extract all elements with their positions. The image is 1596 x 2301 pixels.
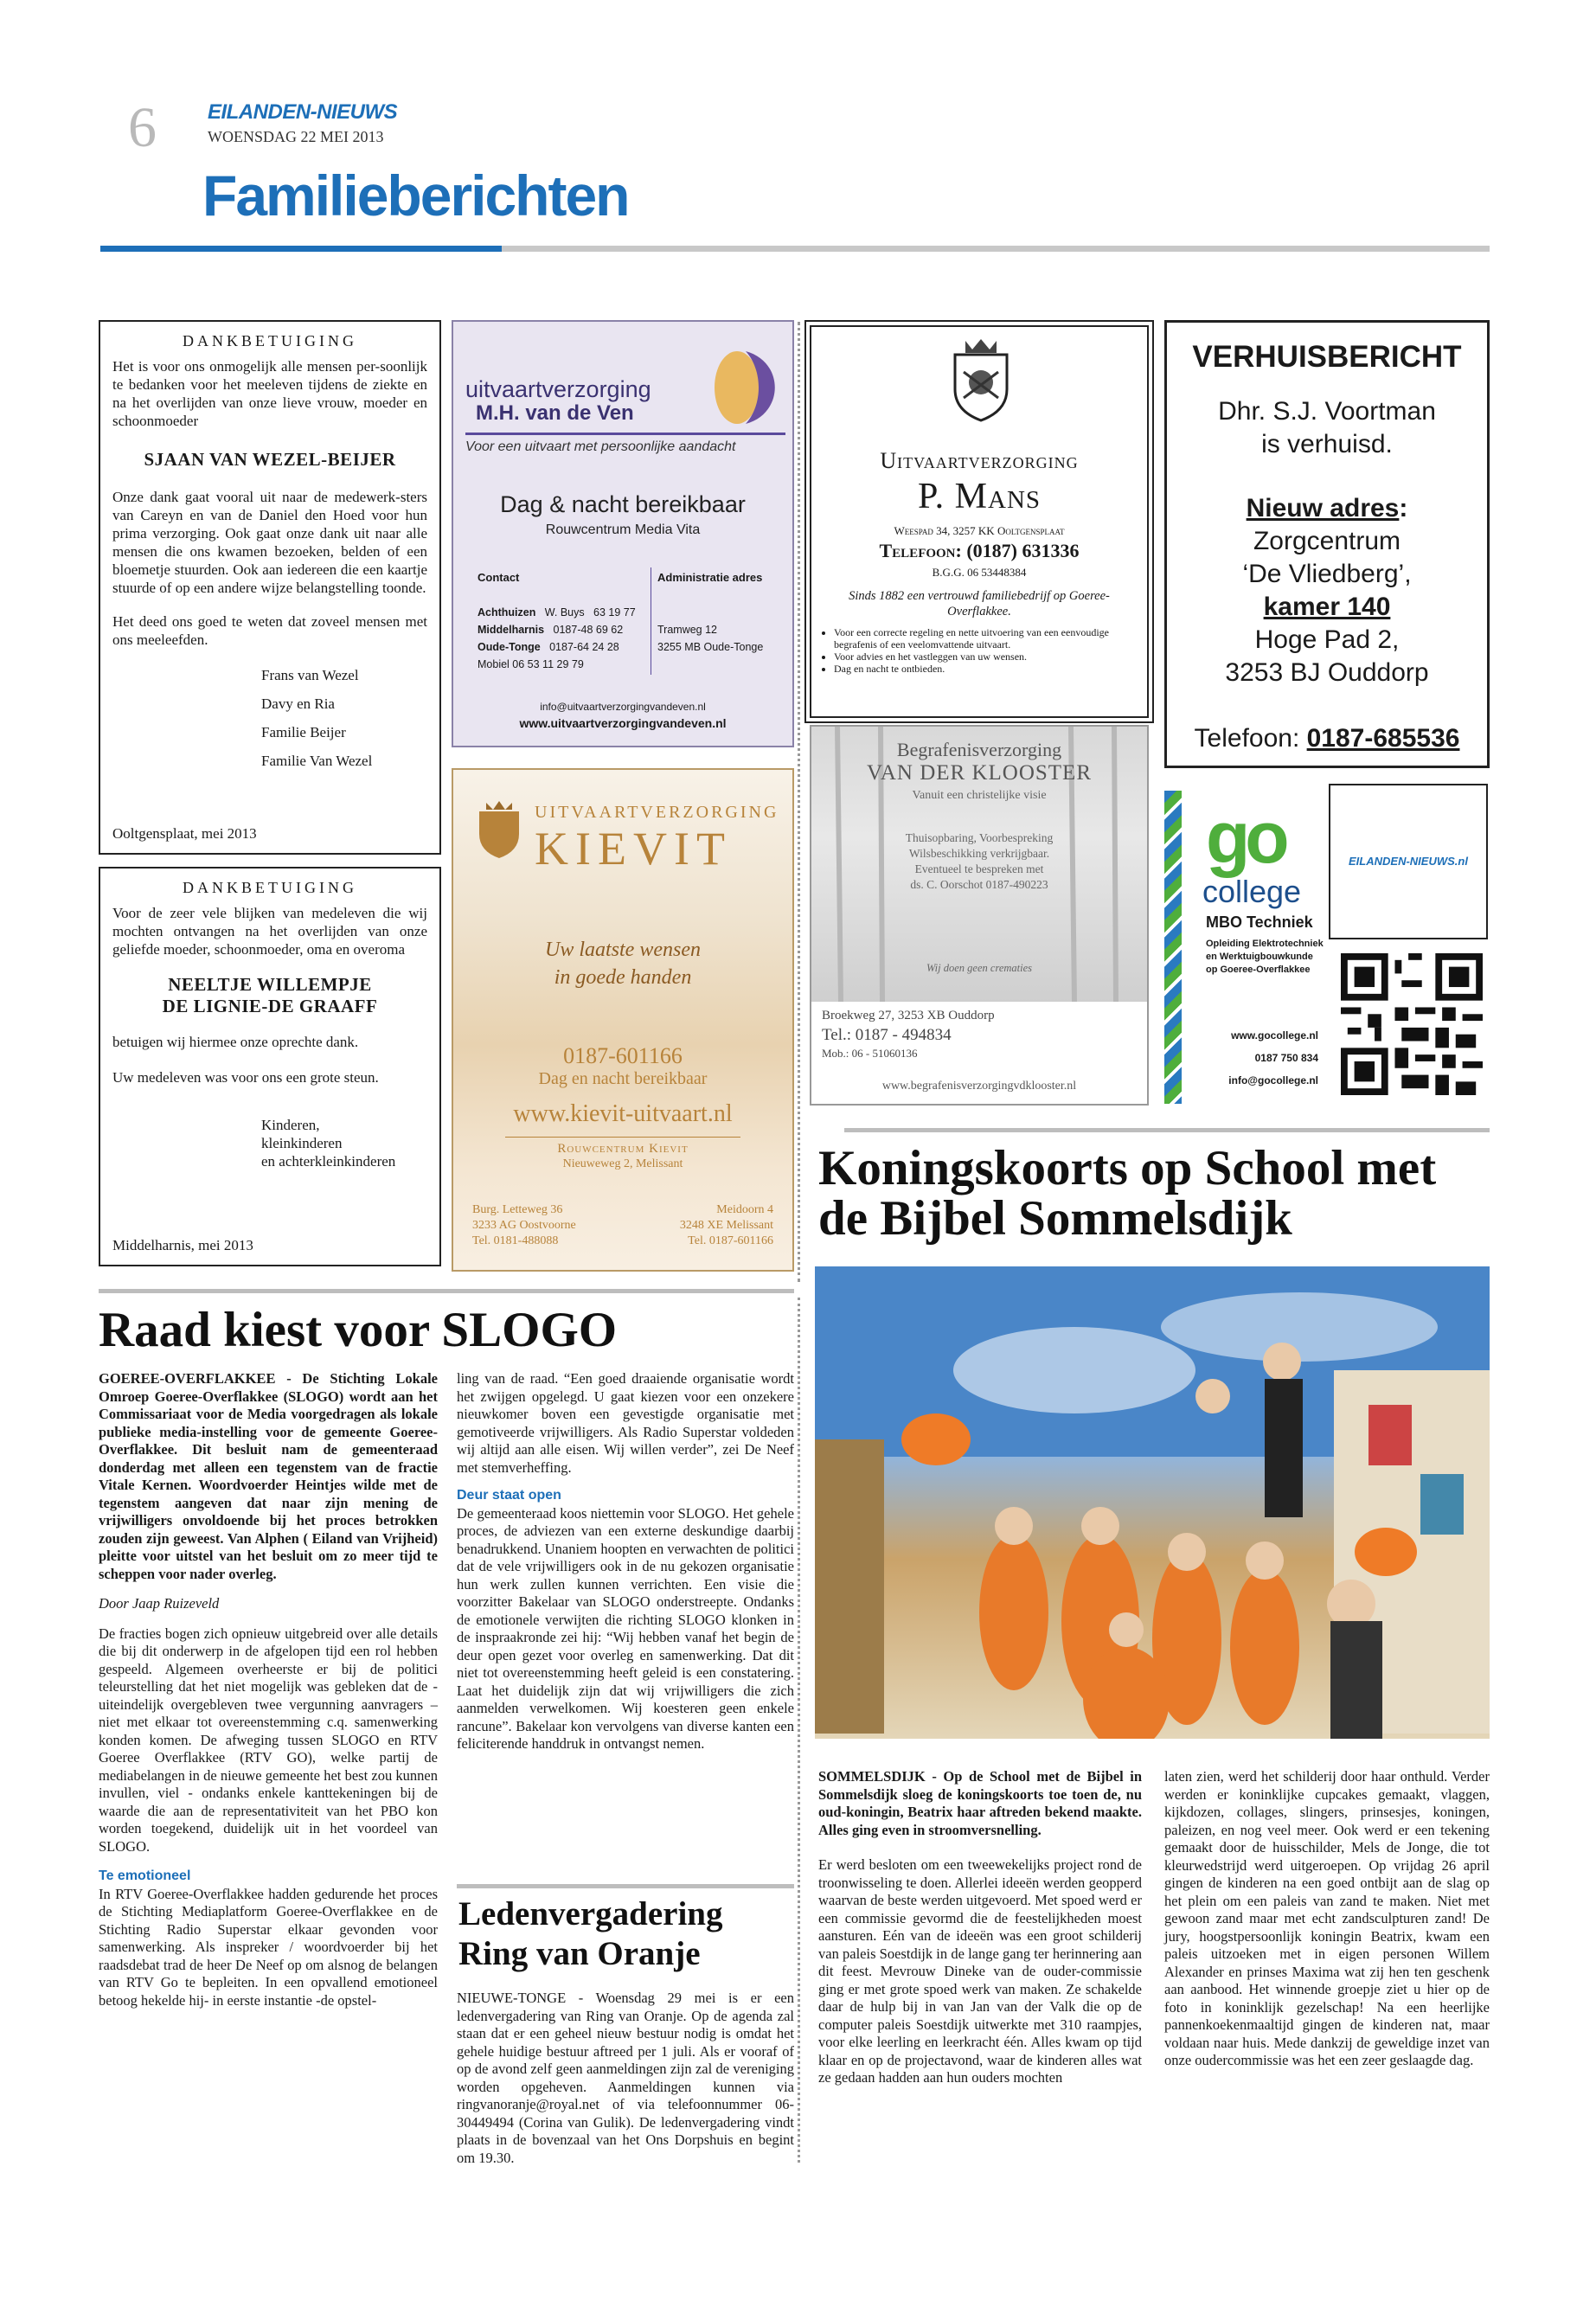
ad-go-college xyxy=(1164,784,1490,1104)
section-rule-accent xyxy=(100,246,502,252)
mobile: Mob.: 06 - 51060136 xyxy=(822,1047,918,1060)
address-line: 3248 XE Melissant xyxy=(679,1219,773,1232)
brand-line: uitvaartverzorging xyxy=(465,376,651,402)
contact-place: Oude-Tonge xyxy=(478,641,541,653)
page-number: 6 xyxy=(128,96,157,159)
phone: Telefoon: (0187) 631336 xyxy=(879,540,1080,561)
phone: 0187-601166 xyxy=(563,1043,683,1068)
notice-body: Onze dank gaat vooral uit naar de medewerk-sters van Careyn en van de Daniel den Hoed voor hun prima verzorging. Ook gaat onze dank uit naar alle mensen die ons kwamen bezoeken, belden of een bloemetje stuurden. Ook aan iedereen die een kaartje stuurde of op een andere wijze belangstelling toonde. xyxy=(112,489,427,596)
service-line: ds. C. Oorschot 0187-490223 xyxy=(910,878,1048,891)
signer: kleinkinderen xyxy=(261,1135,343,1151)
new-address-label-text: Nieuw adres xyxy=(1246,494,1400,522)
article-column xyxy=(457,1370,794,1753)
slogan xyxy=(453,936,792,991)
contact-phone: 63 19 77 xyxy=(593,606,636,619)
contact-name: W. Buys xyxy=(544,606,585,619)
website[interactable]: www.begrafenisverzorgingvdklooster.nl xyxy=(881,1080,1077,1093)
article-headline: Koningskoorts op School met de Bijbel Sommelsdijk xyxy=(818,1141,1437,1246)
article-headline: Raad kiest voor SLOGO xyxy=(99,1303,618,1357)
article-body: laten zien, werd het schilderij door haar onthuld. Verder werden er koninklijke cupcakes gemaakt, vlaggen, kijkdozen, collages, slingers, prinsesjes, koningen, paleizen, en nog veel meer. Ook werd er een tekening gemaakt door de huisschilder, Mels de Jonge, die tot kleurwedstrijd werd uitgeroepen. Op vrijdag 26 april gingen de kinderen na een goed ontbijt aan de slag op het plein om een paleis van zand te maken. Niet met gewoon zand maar met echt zandsculpturen zand! De jury, hoogstpersoonlijk koningin Beatrix, kwam een paleis uitzoeken met in eigen personen Willem Alexander en prinses Maxima wat zij hen ten geschenk aan aanbood. Het winnende groepje ziet u hier op de foto in koninklijk gezelschap! Na een heerlijke pannenkoekenmaaltijd gingen de kinderen nat, maar voldaan naar huis. Mede dankzij de geweldige inzet van onze oudercommissie was het een zeer geslaagde dag. xyxy=(1164,1768,1490,2068)
article-body: ling van de raad. “Een goed draaiende organisatie wordt het zwijgen opgelegd. U gaat kiezen voor een onzekere nieuwkomer boven een gevestigde organisatie met gemotiveerde vrijwilligers. Als Radio Superstar voldeden wij altijd aan alle eisen. Wij willen verder”, zei De Neef met stemverheffing. xyxy=(457,1370,794,1476)
signer: en achterkleinkinderen xyxy=(261,1153,396,1170)
coat-of-arms-icon xyxy=(946,337,1016,424)
thank-you-notice-de-lignie xyxy=(99,867,441,1266)
admin-address xyxy=(657,621,763,656)
article-column xyxy=(457,1990,794,2167)
phone-alt: B.G.G. 06 53448384 xyxy=(932,566,1027,579)
article-byline: Door Jaap Ruizeveld xyxy=(99,1595,220,1612)
brand-small: Uitvaartverzorging xyxy=(880,448,1079,473)
service-item: • Voor een correcte regeling en nette uitvoering van een eenvoudige begrafenis of een veelomvattende uitvaart. xyxy=(834,626,1137,651)
article-rule xyxy=(844,1128,1490,1132)
deceased-name-line: NEELTJE WILLEMPJE xyxy=(168,974,372,995)
slogan-line: Uw laatste wensen xyxy=(545,939,701,961)
center-name: Rouwcentrum Kievit xyxy=(557,1142,689,1156)
article-rule xyxy=(99,1289,794,1293)
contact-mobile: Mobiel 06 53 11 29 79 xyxy=(478,658,584,670)
article-body: In RTV Goeree-Overflakkee hadden gedurende het proces de Stichting Mediaplatform Goeree-Overflakkee en de Stichting Radio Superstar elkaar gevonden voor samenwerking. Als inspreker / woordvoerder bij het raadsdebat trad de heer De Neef op om alsnog de belangen van RTV Go te bepleiten. In een opvallend emotioneel betoog hekelde hij- in eerste instantie -de opstel- xyxy=(99,1885,438,2009)
decorative-stripe xyxy=(1164,791,1182,1104)
ad-uitvaartverzorging-p-mans xyxy=(810,325,1149,718)
signer: Frans van Wezel xyxy=(261,667,359,683)
brand-big: P. Mans xyxy=(917,477,1042,516)
service-line: Wilsbeschikking verkrijgbaar. xyxy=(908,847,1050,860)
moved-text: is verhuisd. xyxy=(1261,430,1393,458)
thank-you-notice-van-wezel xyxy=(99,320,441,855)
article-column xyxy=(1164,1768,1490,2070)
section-rule xyxy=(502,246,1490,252)
brand-big: KIEVIT xyxy=(535,823,732,875)
deceased-name-line: DE LIGNIE-DE GRAAFF xyxy=(162,996,378,1016)
article-column xyxy=(818,1768,1142,2087)
signer: Familie Beijer xyxy=(261,724,346,740)
hours: Dag en nacht bereikbaar xyxy=(538,1069,708,1088)
contact-place: Achthuizen xyxy=(478,606,536,619)
notice-intro: Het is voor ons onmogelijk alle mensen per-soonlijk te bedanken voor het meeleven tijdens de ziekte en na het overlijden van onze lieve vrouw, moeder en schoonmoeder xyxy=(112,358,427,429)
service-item: • Voor advies en het vastleggen van uw wensen. xyxy=(834,651,1137,663)
tagline: Voor een uitvaart met persoonlijke aandacht xyxy=(465,439,736,454)
email[interactable]: info@gocollege.nl xyxy=(1228,1074,1318,1086)
masthead-box xyxy=(1329,784,1488,939)
contact-label: Contact xyxy=(478,571,520,584)
vision: Vanuit een christelijke visie xyxy=(912,789,1047,802)
admin-label: Administratie adres xyxy=(657,571,763,584)
ad-subtitle: Rouwcentrum Media Vita xyxy=(545,522,701,537)
contact-row xyxy=(478,621,636,638)
contact-row xyxy=(478,604,636,621)
signer: Davy en Ria xyxy=(261,695,335,712)
column-separator xyxy=(798,1298,800,2163)
program-line: en Werktuigbouwkunde xyxy=(1206,952,1313,962)
article-body: De fracties bogen zich opnieuw uitgebreid over alle details die bij dit onderwerp in de afgelopen tijd een rol hebben gespeeld. Algemeen overheerste er bij de politici teleurstelling dat het niet mogelijk was gebleken dat de - uiteindelijk overgebleven twee vergunning aanvragers – niet met elkaar tot overeenstemming c.q. samenwerking konden komen. De afweging tussen SLOGO en RTV Goeree Overflakkee (RTV GO), welke partij de mediabelangen in de nieuwe gemeente het best zou kunnen invullen, viel - ondanks enkele kanttekeningen bij de waarde die aan de representativiteit van het PBO kon worden toegekend, duidelijk uit in het voordeel van SLOGO. xyxy=(99,1625,438,1855)
brand-small: Begrafenisverzorging xyxy=(896,739,1062,760)
masthead-logo: EILANDEN-NIEUWS.nl xyxy=(1349,855,1468,868)
notice-closing: Het deed ons goed te weten dat zoveel mensen met ons meeleefden. xyxy=(112,613,427,648)
deceased-name: SJAAN VAN WEZEL-BEIJER xyxy=(144,449,396,470)
new-address-label: Nieuw adres: xyxy=(1246,494,1408,522)
address-line: Meidoorn 4 xyxy=(716,1203,773,1216)
brand-small: UITVAARTVERZORGING xyxy=(535,803,779,822)
logo-go: go xyxy=(1206,797,1285,878)
phone: Tel.: 0187 - 494834 xyxy=(822,1026,952,1044)
contact-phone: 0187-48 69 62 xyxy=(553,624,624,636)
contact-place: Middelharnis xyxy=(478,624,545,636)
article-body: NIEUWE-TONGE - Woensdag 29 mei is er een ledenvergadering van Ring van Oranje. Op de agenda zal staan dat er een geheel nieuw bestuur nodig is omdat het gehele huidige bestuur aftreed per 1 juli. Als er vooraf of op de avond zelf geen aanmeldingen zijn zal de vereniging worden opgeheven. Aanmeldingen kunnen via ringvanoranje@royal.net of via telefoonnummer 06-30449494 (Corina van Gulik). De ledenvergadering vindt plaats in de bovenzaal van het Ons Dorpshuis en begint om 19.30. xyxy=(457,1990,794,2166)
divider xyxy=(505,1137,740,1138)
article-lead: GOEREE-OVERFLAKKEE - De Stichting Lokale Omroep Goeree-Overflakkee (SLOGO) wordt aan het Commissariaat voor de Media voorgedragen als lokale publieke media-instelling voor de gemeente Goeree-Overflakkee. Dit besluit nam de gemeenteraad donderdag met alleen een tegenstem van de fractie Vitale Kernen. Woordvoerder Heintjes wilde met de tegenstem aangeven dat naar zijn mening de vrijwilligers onvoldoende bij het proces betrokken zouden zijn geweest. Van Alphen ( Eiland van Vrijheid) pleitte voor uitstel van het besluit om zo meer tijd te scheppen voor nader overleg. xyxy=(99,1370,438,1582)
ad-title: Dag & nacht bereikbaar xyxy=(500,491,746,517)
address-line: Burg. Letteweg 36 xyxy=(472,1203,563,1216)
room-number: kamer 140 xyxy=(1263,593,1391,621)
address-line: Tramweg 12 xyxy=(657,624,718,636)
notice-place-date: Ooltgensplaat, mei 2013 xyxy=(112,825,257,842)
article-headline xyxy=(458,1894,796,1974)
cremation-note: Wij doen geen crematies xyxy=(926,962,1033,974)
go-college-logo xyxy=(1206,797,1324,878)
van-de-ven-logo-icon xyxy=(702,344,782,431)
brand-line: M.H. van de Ven xyxy=(476,401,634,425)
address-line: Hoge Pad 2, xyxy=(1254,625,1400,654)
program-line: op Goeree-Overflakkee xyxy=(1206,965,1311,975)
notice-place-date: Middelharnis, mei 2013 xyxy=(112,1237,253,1253)
contact-phone: 0187-64 24 28 xyxy=(549,641,619,653)
moving-notice xyxy=(1164,320,1490,768)
section-title: Familieberichten xyxy=(202,163,629,228)
class-photo-scene xyxy=(815,1266,1490,1739)
notice-body: betuigen wij hiermee onze oprechte dank. xyxy=(112,1034,359,1050)
center-address: Nieuweweg 2, Melissant xyxy=(562,1157,683,1170)
slogan-line: in goede handen xyxy=(554,966,692,989)
notice-closing: Uw medeleven was voor ons een grote steun. xyxy=(112,1069,379,1086)
deceased-name xyxy=(112,974,427,1017)
signer: Kinderen, xyxy=(261,1117,320,1133)
article-subheading: Te emotioneel xyxy=(99,1868,191,1883)
ad-website[interactable]: www.uitvaartverzorgingvandeven.nl xyxy=(519,716,727,730)
address-line: Tel. 0187-601166 xyxy=(688,1234,773,1247)
qr-code-icon[interactable] xyxy=(1341,953,1483,1095)
address-line: ‘De Vliedberg’, xyxy=(1242,560,1412,588)
moving-title: VERHUISBERICHT xyxy=(1192,340,1462,374)
column-separator xyxy=(798,322,800,1282)
article-body: De gemeenteraad koos niettemin voor SLOGO. Het gehele proces, de adviezen van een externe deskundige daarbij benadrukkend. Unaniem hoopten en verwachten de politici dat de vele vrijwilligers ook in de nu gekozen organisatie hun werk zullen kunnen verrichten. Een visie die voorzitter Bakelaar van SLOGO onderstreepte. Ondanks de emotionele verwijten die richting SLOGO klonken in de inspraakronde zei hij: “Wij hebben vanaf het begin de deur open gezet voor overleg en samenwerking. Dat dit niet tot overeenstemming heeft geleid is een constatering. Laat het duidelijk zijn dat wij vrijwilligers die zich aanmelden verwelkomen. Wij koesteren geen enkele rancune”. Bakelaar kon vervolgens van diverse kanten een feliciterende handdruk in ontvangst nemen. xyxy=(457,1504,794,1752)
article-lead: SOMMELSDIJK - Op de School met de Bijbel in Sommelsdijk sloeg de koningskoorts toe toen de, nu oud-koningin, Beatrix haar aftreden bekend maakte. Alles ging even in stroomversnelling. xyxy=(818,1768,1142,1838)
program-line: Opleiding Elektrotechniek xyxy=(1206,939,1324,949)
services xyxy=(811,830,1147,893)
program-title: MBO Techniek xyxy=(1206,913,1313,931)
notice-signers xyxy=(261,661,427,775)
headline-line: Ledenvergadering xyxy=(458,1895,723,1932)
brand-underline xyxy=(465,433,785,435)
website[interactable]: www.gocollege.nl xyxy=(1231,1029,1318,1042)
ad-uitvaartverzorging-kievit xyxy=(452,768,794,1272)
notice-signers xyxy=(261,1116,427,1170)
article-rule xyxy=(457,1884,794,1888)
ad-uitvaartverzorging-van-de-ven xyxy=(452,320,794,747)
address-line: 3253 BJ Ouddorp xyxy=(1225,658,1429,687)
masthead-logo: EILANDEN-NIEUWS xyxy=(208,100,398,124)
left-address xyxy=(472,1202,576,1249)
address-line: 3233 AG Oostvoorne xyxy=(472,1219,576,1232)
brand-big: VAN DER KLOOSTER xyxy=(867,761,1092,785)
kievit-crest-icon xyxy=(472,799,526,860)
address-line: Zorgcentrum xyxy=(1253,527,1401,555)
article-body: Er werd besloten om een tweewekelijks project rond de troonwisseling te doen. Allerlei ideeën werden geopperd waarvan de beste werden uitgevoerd. Met spoed werd er een commissie gevormd die de feestelijkheden moest aansturen. Eén van de ideeën was een groot schilderij van paleis Soestdijk in de lange gang ter herinnering aan dit feest. Mevrouw Dineke van de ouder-commissie ging er met grote spoed werk van maken. Ze schakelde daar de hulp bij in van Jan van der Valk die op de computer paleis Soestdijk uitwerkte met 310 raampjes, voor elke leerling en leerkracht één. Alles kwam op tijd klaar en op de projectavond, waar de kinderen alles wat ze gedaan hadden aan hun ouders mochten xyxy=(818,1856,1142,2086)
address-line: 3255 MB Oude-Tonge xyxy=(657,641,764,653)
resident-name: Dhr. S.J. Voortman xyxy=(1218,397,1436,426)
notice-heading: DANKBETUIGING xyxy=(183,332,357,349)
notice-heading: DANKBETUIGING xyxy=(183,879,357,896)
tagline: Sinds 1882 een vertrouwd familiebedrijf op Goeree-Overflakkee. xyxy=(849,589,1110,619)
program-lines xyxy=(1206,938,1324,977)
article-subheading: Deur staat open xyxy=(457,1488,561,1503)
article-column xyxy=(99,1370,438,2009)
phone-label: Telefoon: xyxy=(1194,724,1307,753)
service-line: Thuisopbaring, Voorbespreking xyxy=(905,831,1054,844)
publication-date: WOENSDAG 22 MEI 2013 xyxy=(208,128,384,145)
class-photo xyxy=(815,1266,1490,1739)
address-line: Tel. 0181-488088 xyxy=(472,1234,559,1247)
website[interactable]: www.kievit-uitvaart.nl xyxy=(513,1100,733,1127)
address: Weespad 34, 3257 KK Ooltgensplaat xyxy=(894,524,1065,537)
phone: 0187 750 834 xyxy=(1254,1052,1318,1064)
phone-line xyxy=(1167,724,1487,753)
service-item: • Dag en nacht te ontbieden. xyxy=(834,663,1137,675)
ad-begrafenisverzorging-van-der-klooster xyxy=(810,725,1149,1106)
phone-number: 0187-685536 xyxy=(1306,724,1460,753)
service-list xyxy=(825,626,1137,675)
service-line: Eventueel te bespreken met xyxy=(914,862,1044,875)
logo-word: college xyxy=(1202,874,1302,909)
signer: Familie Van Wezel xyxy=(261,753,373,769)
right-address xyxy=(680,1202,773,1249)
brand-name xyxy=(465,377,651,426)
ad-email[interactable]: info@uitvaartverzorgingvandeven.nl xyxy=(540,701,706,713)
headline-line: Ring van Oranje xyxy=(458,1935,701,1972)
address: Broekweg 27, 3253 XB Ouddorp xyxy=(822,1009,995,1022)
contact-row xyxy=(478,638,636,656)
notice-intro: Voor de zeer vele blijken van medeleven die wij mochten ontvangen na het overlijden van onze geliefde moeder, schoonmoeder, oma en overoma xyxy=(112,905,427,958)
contact-list xyxy=(478,604,636,673)
